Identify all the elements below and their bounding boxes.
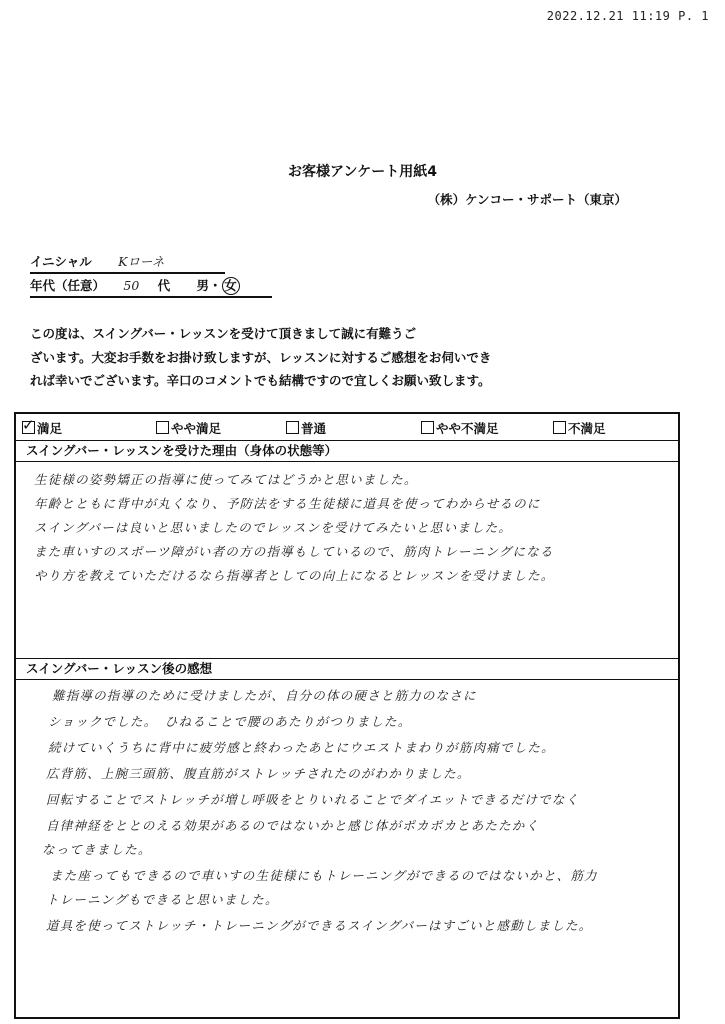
- intro-line: れば幸いでございます。辛口のコメントでも結構ですので宜しくお願い致します。: [30, 373, 491, 388]
- handwritten-line: ショックでした。 ひねることで腰のあたりがつりました。: [48, 714, 412, 729]
- age-value: 50: [123, 278, 140, 293]
- handwritten-line: 自律神経をととのえる効果があるのではないかと感じ体がポカポカとあたたかく: [46, 818, 540, 833]
- page-title: お客様アンケート用紙4: [288, 164, 437, 180]
- sex-male: 男・: [196, 278, 222, 293]
- handwritten-line: また車いすのスポーツ障がい者の方の指導もしているので、筋肉トレーニングになる: [34, 544, 554, 559]
- handwritten-line: 難指導の指導のために受けましたが、自分の体の硬さと筋力のなさに: [52, 688, 477, 703]
- satisfaction-option[interactable]: [553, 419, 606, 437]
- initial-field: [30, 252, 225, 274]
- age-unit: 代: [157, 278, 171, 293]
- satisfaction-row: [16, 414, 678, 441]
- satisfaction-label: 満足: [37, 421, 63, 436]
- satisfaction-option[interactable]: [286, 419, 326, 437]
- survey-form: [14, 412, 680, 1019]
- intro-line: この度は、スイングバー・レッスンを受けて頂きまして誠に有難うご: [30, 326, 417, 341]
- sex-female-circled: 女: [222, 277, 240, 295]
- handwritten-line: やり方を教えていただけるなら指導者としての向上になるとレッスンを受けました。: [34, 568, 555, 583]
- handwritten-line: トレーニングもできると思いました。: [46, 892, 279, 907]
- checkbox-icon[interactable]: [156, 421, 169, 434]
- handwritten-line: 回転することでストレッチが増し呼吸をとりいれることでダイエットできるだけでなく: [46, 792, 580, 807]
- age-field: [30, 276, 272, 298]
- intro-line: ざいます。大変お手数をお掛け致しますが、レッスンに対するご感想をお伺いでき: [30, 349, 492, 365]
- handwritten-line: 生徒様の姿勢矯正の指導に使ってみてはどうかと思いました。: [34, 472, 418, 487]
- checkbox-icon[interactable]: [421, 421, 434, 434]
- satisfaction-label: 普通: [301, 421, 327, 436]
- checkbox-checked-icon[interactable]: [22, 421, 35, 434]
- handwritten-line: 道具を使ってストレッチ・トレーニングができるスイングバーはすごいと感動しました。: [46, 918, 593, 933]
- company-name: （株）ケンコー・サポート（東京）: [427, 192, 627, 207]
- handwritten-line: スイングバーは良いと思いましたのでレッスンを受けてみたいと思いました。: [34, 520, 513, 535]
- handwritten-line: 広背筋、上腕三頭筋、腹直筋がストレッチされたのがわかりました。: [46, 766, 471, 781]
- initial-label: イニシャル: [30, 254, 92, 269]
- reason-heading: スイングバー・レッスンを受けた理由（身体の状態等）: [16, 441, 678, 462]
- satisfaction-label: 不満足: [568, 421, 606, 436]
- initial-value: Kローネ: [118, 254, 165, 269]
- handwritten-line: また座ってもできるので車いすの生徒様にもトレーニングができるのではないかと、筋力: [50, 868, 598, 883]
- after-answer[interactable]: [16, 680, 678, 1020]
- checkbox-icon[interactable]: [553, 421, 566, 434]
- intro-text: [30, 322, 670, 393]
- checkbox-icon[interactable]: [286, 421, 299, 434]
- after-heading: スイングバー・レッスン後の感想: [16, 659, 678, 680]
- reason-answer[interactable]: [16, 462, 678, 659]
- satisfaction-option[interactable]: [156, 419, 221, 437]
- satisfaction-label: やや満足: [171, 421, 222, 436]
- handwritten-line: 続けていくうちに背中に疲労感と終わったあとにウエストまわりが筋肉痛でした。: [48, 740, 555, 755]
- age-label: 年代（任意）: [30, 278, 106, 293]
- handwritten-line: なってきました。: [42, 842, 152, 857]
- satisfaction-option[interactable]: [22, 419, 62, 437]
- handwritten-line: 年齢とともに背中が丸くなり、予防法をする生徒様に道具を使ってわからせるのに: [34, 496, 541, 511]
- satisfaction-label: やや不満足: [436, 421, 499, 436]
- fax-header: 2022.12.21 11:19 P. 1: [546, 9, 709, 23]
- satisfaction-option[interactable]: [421, 419, 499, 437]
